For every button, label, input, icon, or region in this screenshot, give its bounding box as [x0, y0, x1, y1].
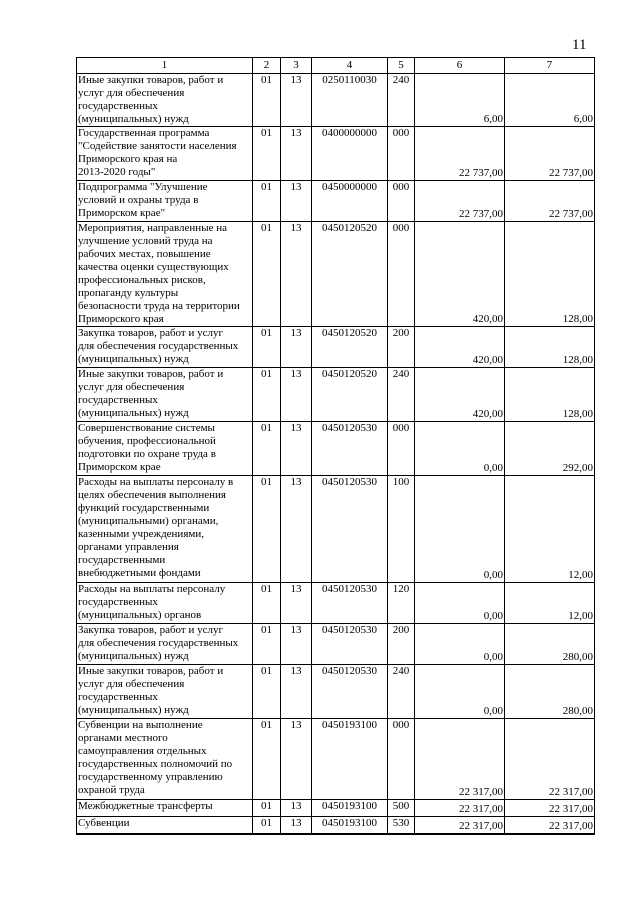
- row-name-cell: Расходы на выплаты персоналу в целях обеспечения выполнения функций государственными (муниципальными) органами, казенными учреждениями, органами управления государственными внебюджетными фондами: [77, 476, 253, 583]
- row-section-cell: 01: [253, 583, 281, 624]
- budget-table-body: [77, 58, 595, 835]
- row-amount-col7-cell: 12,00: [505, 476, 595, 583]
- row-expense-type-cell: 240: [388, 368, 415, 422]
- header-cell-1: 1: [77, 58, 253, 74]
- row-amount-col6-cell: 0,00: [415, 476, 505, 583]
- row-section-cell: 01: [253, 181, 281, 222]
- row-amount-col6-cell: 0,00: [415, 583, 505, 624]
- row-subsection-cell: 13: [281, 222, 312, 327]
- header-cell-4: 4: [312, 58, 388, 74]
- table-row: [77, 74, 595, 127]
- table-row: [77, 800, 595, 817]
- row-expense-type-cell: 000: [388, 181, 415, 222]
- row-expense-type-cell: 240: [388, 74, 415, 127]
- row-amount-col7-cell: 22 317,00: [505, 817, 595, 835]
- row-subsection-cell: 13: [281, 800, 312, 817]
- row-subsection-cell: 13: [281, 327, 312, 368]
- row-expense-type-cell: 240: [388, 665, 415, 719]
- row-section-cell: 01: [253, 476, 281, 583]
- row-name-cell: Расходы на выплаты персоналу государственных (муниципальных) органов: [77, 583, 253, 624]
- row-amount-col7-cell: 280,00: [505, 665, 595, 719]
- row-expense-type-cell: 000: [388, 422, 415, 476]
- header-cell-7: 7: [505, 58, 595, 74]
- row-amount-col7-cell: 12,00: [505, 583, 595, 624]
- row-target-code-cell: 0450193100: [312, 817, 388, 835]
- table-row: [77, 222, 595, 327]
- header-cell-2: 2: [253, 58, 281, 74]
- row-subsection-cell: 13: [281, 181, 312, 222]
- row-target-code-cell: 0450120530: [312, 665, 388, 719]
- row-section-cell: 01: [253, 719, 281, 800]
- row-subsection-cell: 13: [281, 817, 312, 835]
- row-amount-col7-cell: 128,00: [505, 222, 595, 327]
- row-amount-col6-cell: 22 317,00: [415, 800, 505, 817]
- row-amount-col6-cell: 22 317,00: [415, 817, 505, 835]
- row-name-cell: Межбюджетные трансферты: [77, 800, 253, 817]
- row-amount-col6-cell: 420,00: [415, 368, 505, 422]
- row-expense-type-cell: 500: [388, 800, 415, 817]
- row-name-cell: Государственная программа "Содействие занятости населения Приморского края на 2013-2020 годы": [77, 127, 253, 181]
- row-amount-col6-cell: 6,00: [415, 74, 505, 127]
- row-expense-type-cell: 000: [388, 719, 415, 800]
- row-subsection-cell: 13: [281, 422, 312, 476]
- row-target-code-cell: 0450120520: [312, 222, 388, 327]
- row-target-code-cell: 0450120530: [312, 624, 388, 665]
- table-row: [77, 476, 595, 583]
- row-target-code-cell: 0450120530: [312, 583, 388, 624]
- row-amount-col6-cell: 0,00: [415, 422, 505, 476]
- row-amount-col6-cell: 22 317,00: [415, 719, 505, 800]
- row-expense-type-cell: 100: [388, 476, 415, 583]
- table-row: [77, 368, 595, 422]
- row-name-cell: Подпрограмма "Улучшение условий и охраны труда в Приморском крае": [77, 181, 253, 222]
- row-section-cell: 01: [253, 817, 281, 835]
- table-row: [77, 583, 595, 624]
- row-amount-col6-cell: 420,00: [415, 222, 505, 327]
- row-target-code-cell: 0450120520: [312, 368, 388, 422]
- row-amount-col7-cell: 22 317,00: [505, 800, 595, 817]
- row-section-cell: 01: [253, 624, 281, 665]
- row-section-cell: 01: [253, 74, 281, 127]
- row-amount-col7-cell: 6,00: [505, 74, 595, 127]
- table-row: [77, 127, 595, 181]
- row-expense-type-cell: 120: [388, 583, 415, 624]
- row-amount-col6-cell: 22 737,00: [415, 181, 505, 222]
- row-amount-col6-cell: 0,00: [415, 665, 505, 719]
- row-expense-type-cell: 000: [388, 222, 415, 327]
- table-row: [77, 719, 595, 800]
- row-expense-type-cell: 530: [388, 817, 415, 835]
- row-target-code-cell: 0450120530: [312, 422, 388, 476]
- header-cell-3: 3: [281, 58, 312, 74]
- header-cell-5: 5: [388, 58, 415, 74]
- row-amount-col7-cell: 128,00: [505, 327, 595, 368]
- header-row: [77, 58, 595, 74]
- row-section-cell: 01: [253, 327, 281, 368]
- row-name-cell: Субвенции: [77, 817, 253, 835]
- table-row: [77, 624, 595, 665]
- row-expense-type-cell: 200: [388, 624, 415, 665]
- row-amount-col6-cell: 22 737,00: [415, 127, 505, 181]
- table-row: [77, 327, 595, 368]
- header-cell-6: 6: [415, 58, 505, 74]
- row-amount-col7-cell: 128,00: [505, 368, 595, 422]
- row-section-cell: 01: [253, 422, 281, 476]
- row-subsection-cell: 13: [281, 583, 312, 624]
- row-amount-col6-cell: 420,00: [415, 327, 505, 368]
- row-name-cell: Мероприятия, направленные на улучшение условий труда на рабочих местах, повышение качества оценки существующих профессиональных рисков, пропаганду культуры безопасности труда на территории Приморского края: [77, 222, 253, 327]
- row-subsection-cell: 13: [281, 719, 312, 800]
- page-number: 11: [572, 37, 587, 53]
- row-name-cell: Закупка товаров, работ и услуг для обеспечения государственных (муниципальных) нужд: [77, 624, 253, 665]
- table-row: [77, 181, 595, 222]
- row-target-code-cell: 0450120520: [312, 327, 388, 368]
- row-name-cell: Субвенции на выполнение органами местного самоуправления отдельных государственных полномочий по государственному управлению охраной труда: [77, 719, 253, 800]
- row-amount-col7-cell: 292,00: [505, 422, 595, 476]
- row-target-code-cell: 0400000000: [312, 127, 388, 181]
- row-name-cell: Совершенствование системы обучения, профессиональной подготовки по охране труда в Приморском крае: [77, 422, 253, 476]
- row-subsection-cell: 13: [281, 476, 312, 583]
- row-section-cell: 01: [253, 665, 281, 719]
- row-amount-col7-cell: 280,00: [505, 624, 595, 665]
- row-section-cell: 01: [253, 127, 281, 181]
- row-expense-type-cell: 200: [388, 327, 415, 368]
- row-target-code-cell: 0450120530: [312, 476, 388, 583]
- row-target-code-cell: 0450000000: [312, 181, 388, 222]
- table-row: [77, 665, 595, 719]
- row-subsection-cell: 13: [281, 665, 312, 719]
- row-section-cell: 01: [253, 368, 281, 422]
- row-amount-col7-cell: 22 737,00: [505, 127, 595, 181]
- row-name-cell: Закупка товаров, работ и услуг для обеспечения государственных (муниципальных) нужд: [77, 327, 253, 368]
- row-section-cell: 01: [253, 800, 281, 817]
- table-row: [77, 817, 595, 835]
- row-target-code-cell: 0250110030: [312, 74, 388, 127]
- row-target-code-cell: 0450193100: [312, 719, 388, 800]
- table-row: [77, 422, 595, 476]
- row-amount-col7-cell: 22 317,00: [505, 719, 595, 800]
- row-subsection-cell: 13: [281, 368, 312, 422]
- row-name-cell: Иные закупки товаров, работ и услуг для обеспечения государственных (муниципальных) нужд: [77, 74, 253, 127]
- row-amount-col7-cell: 22 737,00: [505, 181, 595, 222]
- row-subsection-cell: 13: [281, 624, 312, 665]
- row-expense-type-cell: 000: [388, 127, 415, 181]
- row-name-cell: Иные закупки товаров, работ и услуг для обеспечения государственных (муниципальных) нужд: [77, 665, 253, 719]
- row-target-code-cell: 0450193100: [312, 800, 388, 817]
- budget-table: [76, 57, 595, 835]
- row-subsection-cell: 13: [281, 74, 312, 127]
- row-name-cell: Иные закупки товаров, работ и услуг для обеспечения государственных (муниципальных) нужд: [77, 368, 253, 422]
- row-subsection-cell: 13: [281, 127, 312, 181]
- row-amount-col6-cell: 0,00: [415, 624, 505, 665]
- row-section-cell: 01: [253, 222, 281, 327]
